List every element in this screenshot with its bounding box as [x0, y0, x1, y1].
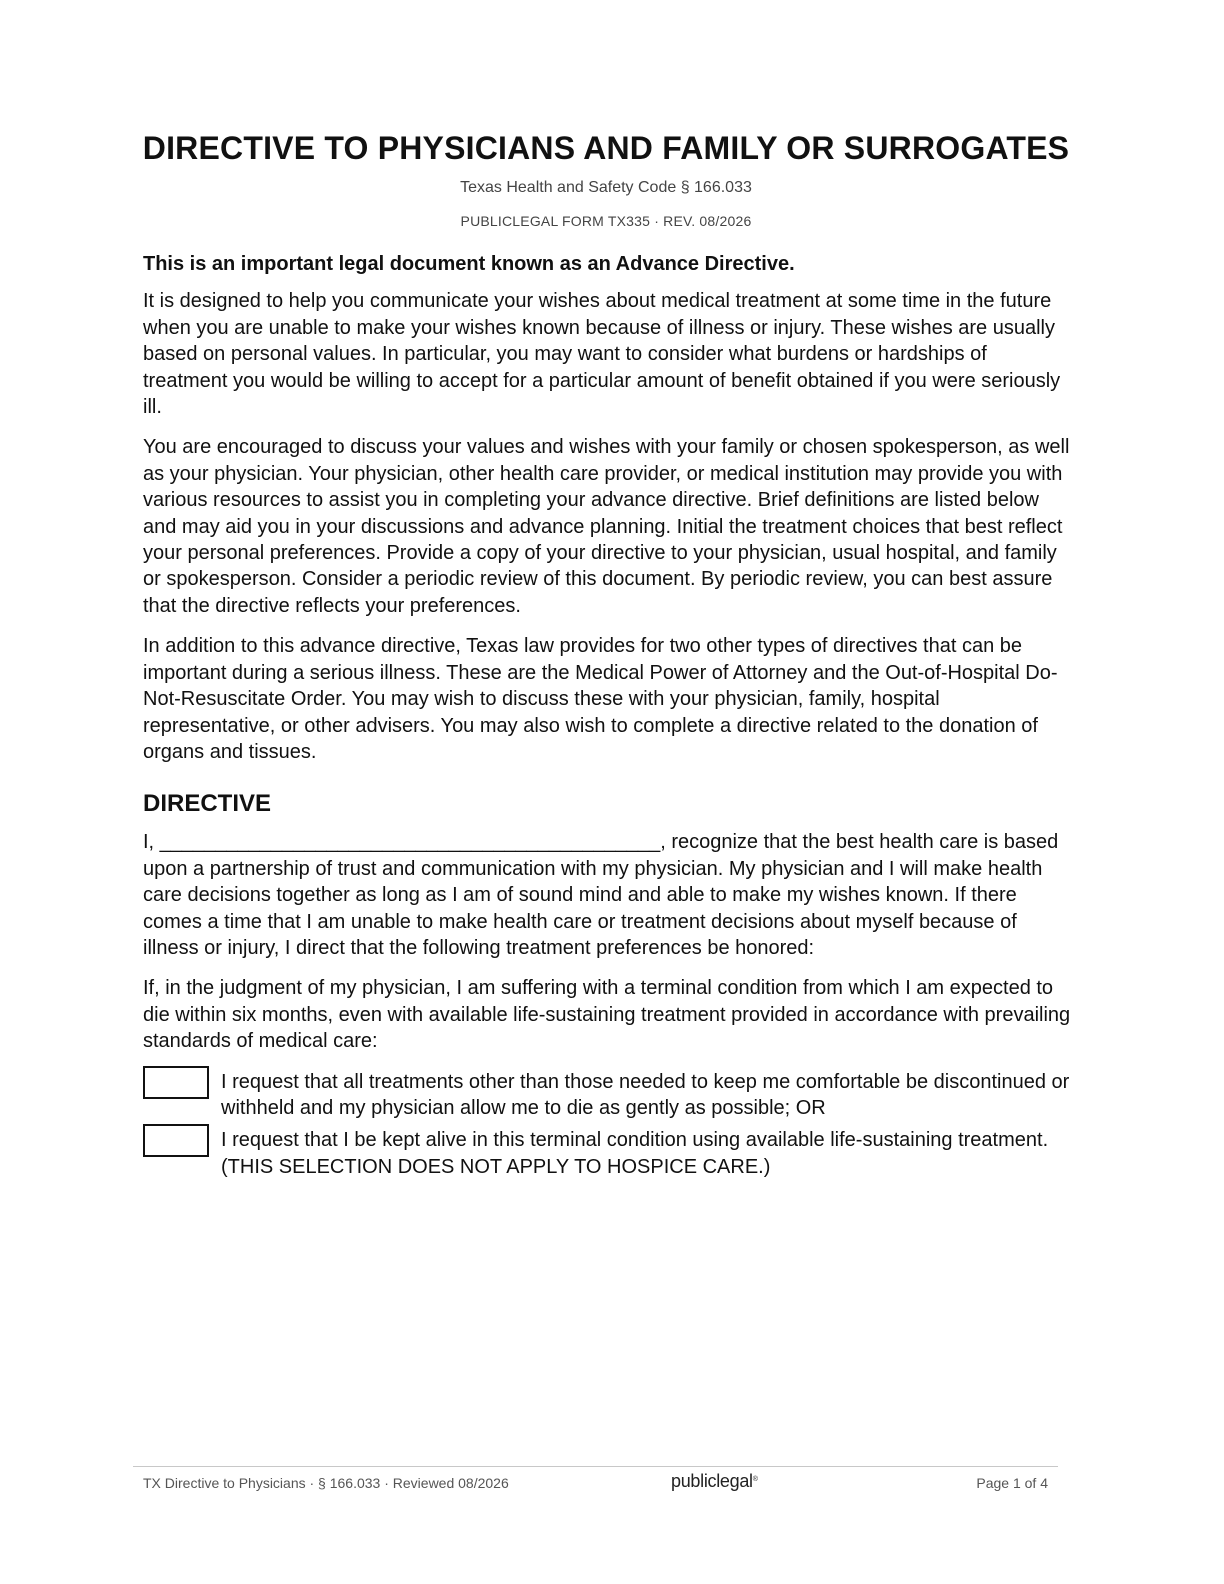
initials-box-withhold[interactable] [143, 1066, 209, 1099]
intro-paragraph-3: In addition to this advance directive, Texas law provides for two other types of directives that can be important during a serious illness. These are the Medical Power of Attorney and the Out-of-Hospital Do-Not-Resuscitate Order. You may wish to discuss these with your physician, family, hospital representative, or other advisers. You may also wish to complete a directive related to the donation of organs and tissues. [143, 635, 1058, 763]
option-keep-alive [143, 1127, 1073, 1180]
logo-text: publiclegal [671, 1471, 753, 1491]
publiclegal-logo [671, 1469, 758, 1493]
document-title: DIRECTIVE TO PHYSICIANS AND FAMILY OR SURROGATES [142, 130, 1070, 166]
statute-citation: Texas Health and Safety Code § 166.033 [460, 179, 752, 196]
intro-paragraph-2: You are encouraged to discuss your values and wishes with your family or chosen spokesperson, as well as your physician. Your physician, other health care provider, or medical institution may provide you with various resources to assist you in completing your advance directive. Brief definitions are listed below and may aid you in your discussions and advance planning. Initial the treatment choices that best reflect your personal preferences. Provide a copy of your directive to your physician, usual hospital, and family or spokesperson. Consider a periodic review of this document. By periodic review, you can best assure that the directive reflects your preferences. [143, 436, 1070, 617]
form-number: PUBLICLEGAL FORM TX335 · REV. 08/2026 [460, 213, 752, 229]
document-body [143, 251, 1073, 1186]
option-withhold-treatment [143, 1069, 1073, 1122]
footer-divider [133, 1466, 1058, 1467]
intro-lead: This is an important legal document known as an Advance Directive. [143, 253, 795, 275]
directive-heading: DIRECTIVE [143, 790, 272, 818]
terminal-condition-text: If, in the judgment of my physician, I am suffering with a terminal condition from which I am expected to die within six months, even with available life-sustaining treatment provided in accordance with prevailing standards of medical care: [143, 977, 1071, 1053]
registered-mark: ® [752, 1476, 758, 1483]
declarant-name-field[interactable]: _____________________________________________ [159, 831, 661, 854]
initials-box-keep-alive[interactable] [143, 1124, 209, 1157]
name-prefix: I, [143, 831, 160, 854]
intro-paragraph-1: It is designed to help you communicate your wishes about medical treatment at some time in the future when you are unable to make your wishes known because of illness or injury. These wishes are usually based on personal values. In particular, you may want to consider what burdens or hardships of treatment you would be willing to accept for a particular amount of benefit obtained if you were seriously ill. [143, 290, 1061, 419]
option-keep-alive-text: I request that I be kept alive in this terminal condition using available life-sustaining treatment. (THIS SELECTION DOES NOT APPLY TO HOSPICE CARE.) [221, 1129, 1049, 1178]
directive-statement [143, 829, 1073, 961]
page-number: Page 1 of 4 [976, 1475, 1048, 1491]
directive-statement-text: , recognize that the best health care is based upon a partnership of trust and communication with my physician. My physician and I will make health care decisions together as long as I am of sound mind and able to make my wishes known. If there comes a time that I am unable to make health care or treatment decisions about myself because of illness or injury, I direct that the following treatment preferences be honored: [143, 831, 1059, 959]
option-withhold-text: I request that all treatments other than those needed to keep me comfortable be discontinued or withheld and my physician allow me to die as gently as possible; OR [221, 1070, 1070, 1119]
footer-document-info: TX Directive to Physicians · § 166.033 · Reviewed 08/2026 [143, 1475, 509, 1491]
